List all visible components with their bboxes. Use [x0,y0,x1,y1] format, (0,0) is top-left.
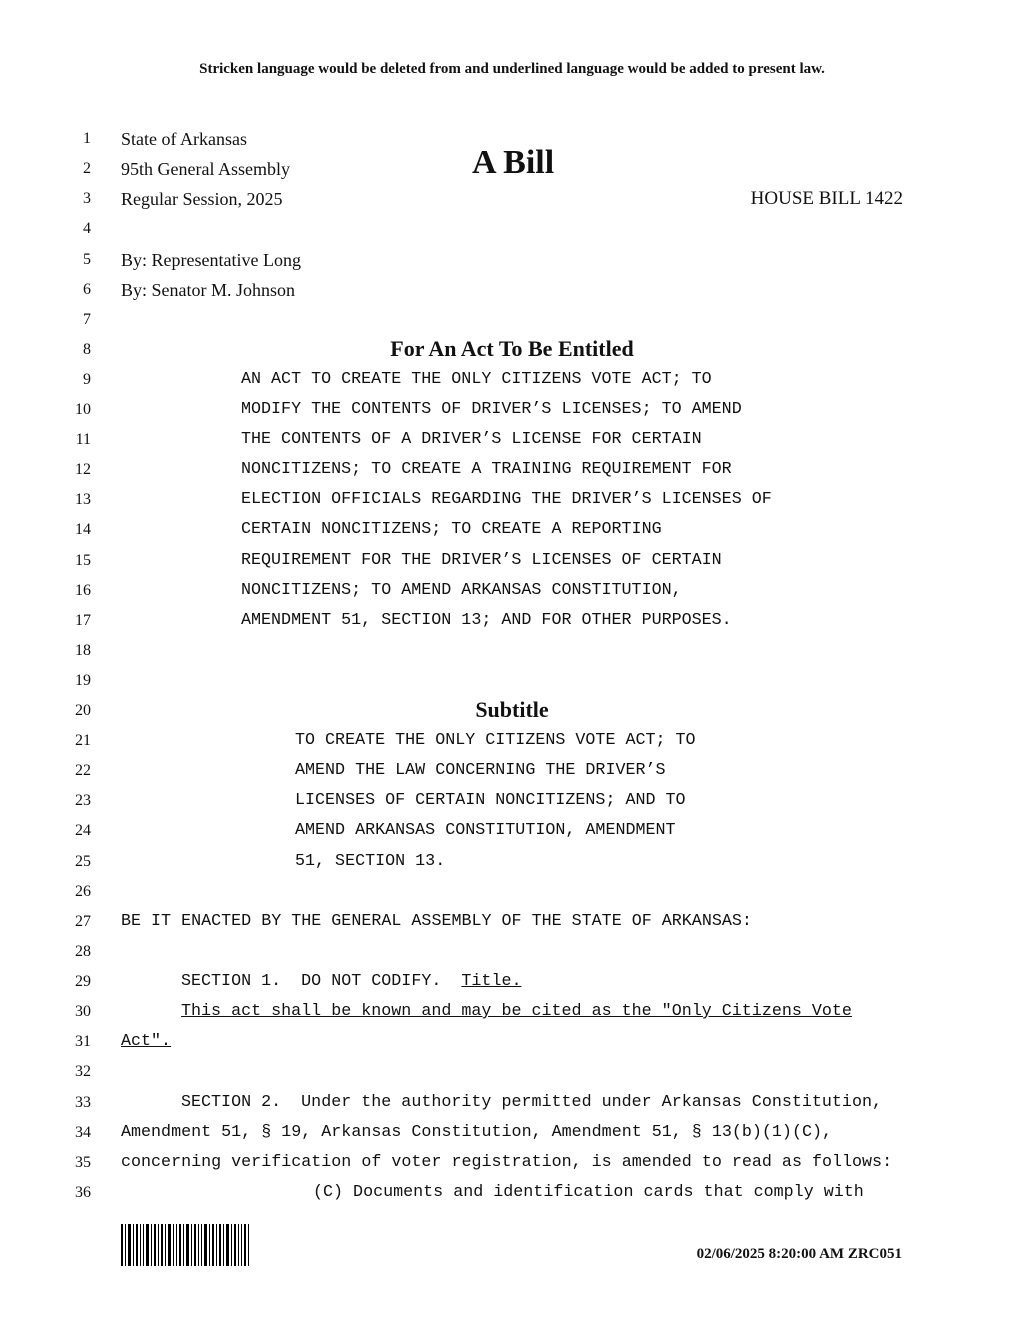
subtitle-line: 51, SECTION 13. [295,852,446,871]
line-number: 18 [75,642,91,659]
line-number: 22 [75,762,91,779]
line-number: 21 [75,732,91,749]
line-number: 19 [75,672,91,689]
line-number: 10 [75,401,91,418]
line-number: 14 [75,521,91,538]
line-number: 9 [83,371,91,388]
section1-heading [181,972,522,992]
doc-type-title: A Bill [472,144,555,181]
line-number: 11 [75,431,91,448]
line-number: 33 [75,1094,91,1111]
section1-title: Title. [461,972,522,991]
line-number: 25 [75,853,91,870]
line-number: 24 [75,822,91,839]
section1-text-line: This act shall be known and may be cited as the "Only Citizens Vote [181,1002,852,1021]
line-number: 5 [83,251,91,268]
amendment-notice: Stricken language would be deleted from and underlined language would be added to present law. [199,61,825,77]
subtitle-line: LICENSES OF CERTAIN NONCITIZENS; AND TO [295,791,686,810]
section2-line: concerning verification of voter registration, is amended to read as follows: [121,1153,893,1172]
section2-line: Amendment 51, § 19, Arkansas Constitution, Amendment 51, § 13(b)(1)(C), [121,1123,833,1142]
line-number: 27 [75,913,91,930]
subtitle-heading: Subtitle [475,697,549,722]
line-number: 17 [75,612,91,629]
line-number: 16 [75,582,91,599]
line-number: 2 [83,160,91,177]
line-number: 28 [75,943,91,960]
line-number: 34 [75,1124,91,1141]
section2-line: SECTION 2. Under the authority permitted under Arkansas Constitution, [181,1093,882,1112]
section2-line: (C) Documents and identification cards that comply with [313,1183,864,1202]
act-title-line: AMENDMENT 51, SECTION 13; AND FOR OTHER PURPOSES. [241,611,732,630]
act-heading: For An Act To Be Entitled [390,336,634,361]
act-title-line: THE CONTENTS OF A DRIVER’S LICENSE FOR CERTAIN [241,430,702,449]
footer-stamp: 02/06/2025 8:20:00 AM ZRC051 [696,1246,902,1262]
line-number: 35 [75,1154,91,1171]
line-number: 29 [75,973,91,990]
line-number: 8 [83,341,91,358]
enacting-clause: BE IT ENACTED BY THE GENERAL ASSEMBLY OF THE STATE OF ARKANSAS: [121,912,752,931]
line-number: 3 [83,190,91,207]
subtitle-line: AMEND ARKANSAS CONSTITUTION, AMENDMENT [295,821,676,840]
barcode-image [121,1224,249,1266]
line-number: 36 [75,1184,91,1201]
sponsor-house: By: Representative Long [121,250,301,270]
line-number: 7 [83,311,91,328]
line-number: 1 [83,130,91,147]
bill-number: HOUSE BILL 1422 [750,188,903,209]
line-number: 6 [83,281,91,298]
subtitle-line: TO CREATE THE ONLY CITIZENS VOTE ACT; TO [295,731,696,750]
header-session: Regular Session, 2025 [121,189,283,209]
act-title-line: MODIFY THE CONTENTS OF DRIVER’S LICENSES; TO AMEND [241,400,742,419]
line-number: 4 [83,220,91,237]
act-title-line: NONCITIZENS; TO CREATE A TRAINING REQUIREMENT FOR [241,460,732,479]
line-number: 26 [75,883,91,900]
line-number: 30 [75,1003,91,1020]
subtitle-line: AMEND THE LAW CONCERNING THE DRIVER’S [295,761,666,780]
section1-label: SECTION 1. DO NOT CODIFY. [181,972,462,991]
line-number: 12 [75,461,91,478]
act-title-line: ELECTION OFFICIALS REGARDING THE DRIVER’S LICENSES OF [241,490,772,509]
line-number: 20 [75,702,91,719]
header-assembly: 95th General Assembly [121,159,290,179]
sponsor-senate: By: Senator M. Johnson [121,280,296,300]
act-title-line: CERTAIN NONCITIZENS; TO CREATE A REPORTING [241,520,662,539]
section1-text-line: Act". [121,1032,172,1051]
line-number: 31 [75,1033,91,1050]
header-state: State of Arkansas [121,129,247,149]
line-number: 23 [75,792,91,809]
line-number: 15 [75,552,91,569]
act-title-line: REQUIREMENT FOR THE DRIVER’S LICENSES OF CERTAIN [241,551,722,570]
line-number: 13 [75,491,91,508]
act-title-line: NONCITIZENS; TO AMEND ARKANSAS CONSTITUTION, [241,581,682,600]
line-number: 32 [75,1063,91,1080]
act-title-line: AN ACT TO CREATE THE ONLY CITIZENS VOTE ACT; TO [241,370,712,389]
